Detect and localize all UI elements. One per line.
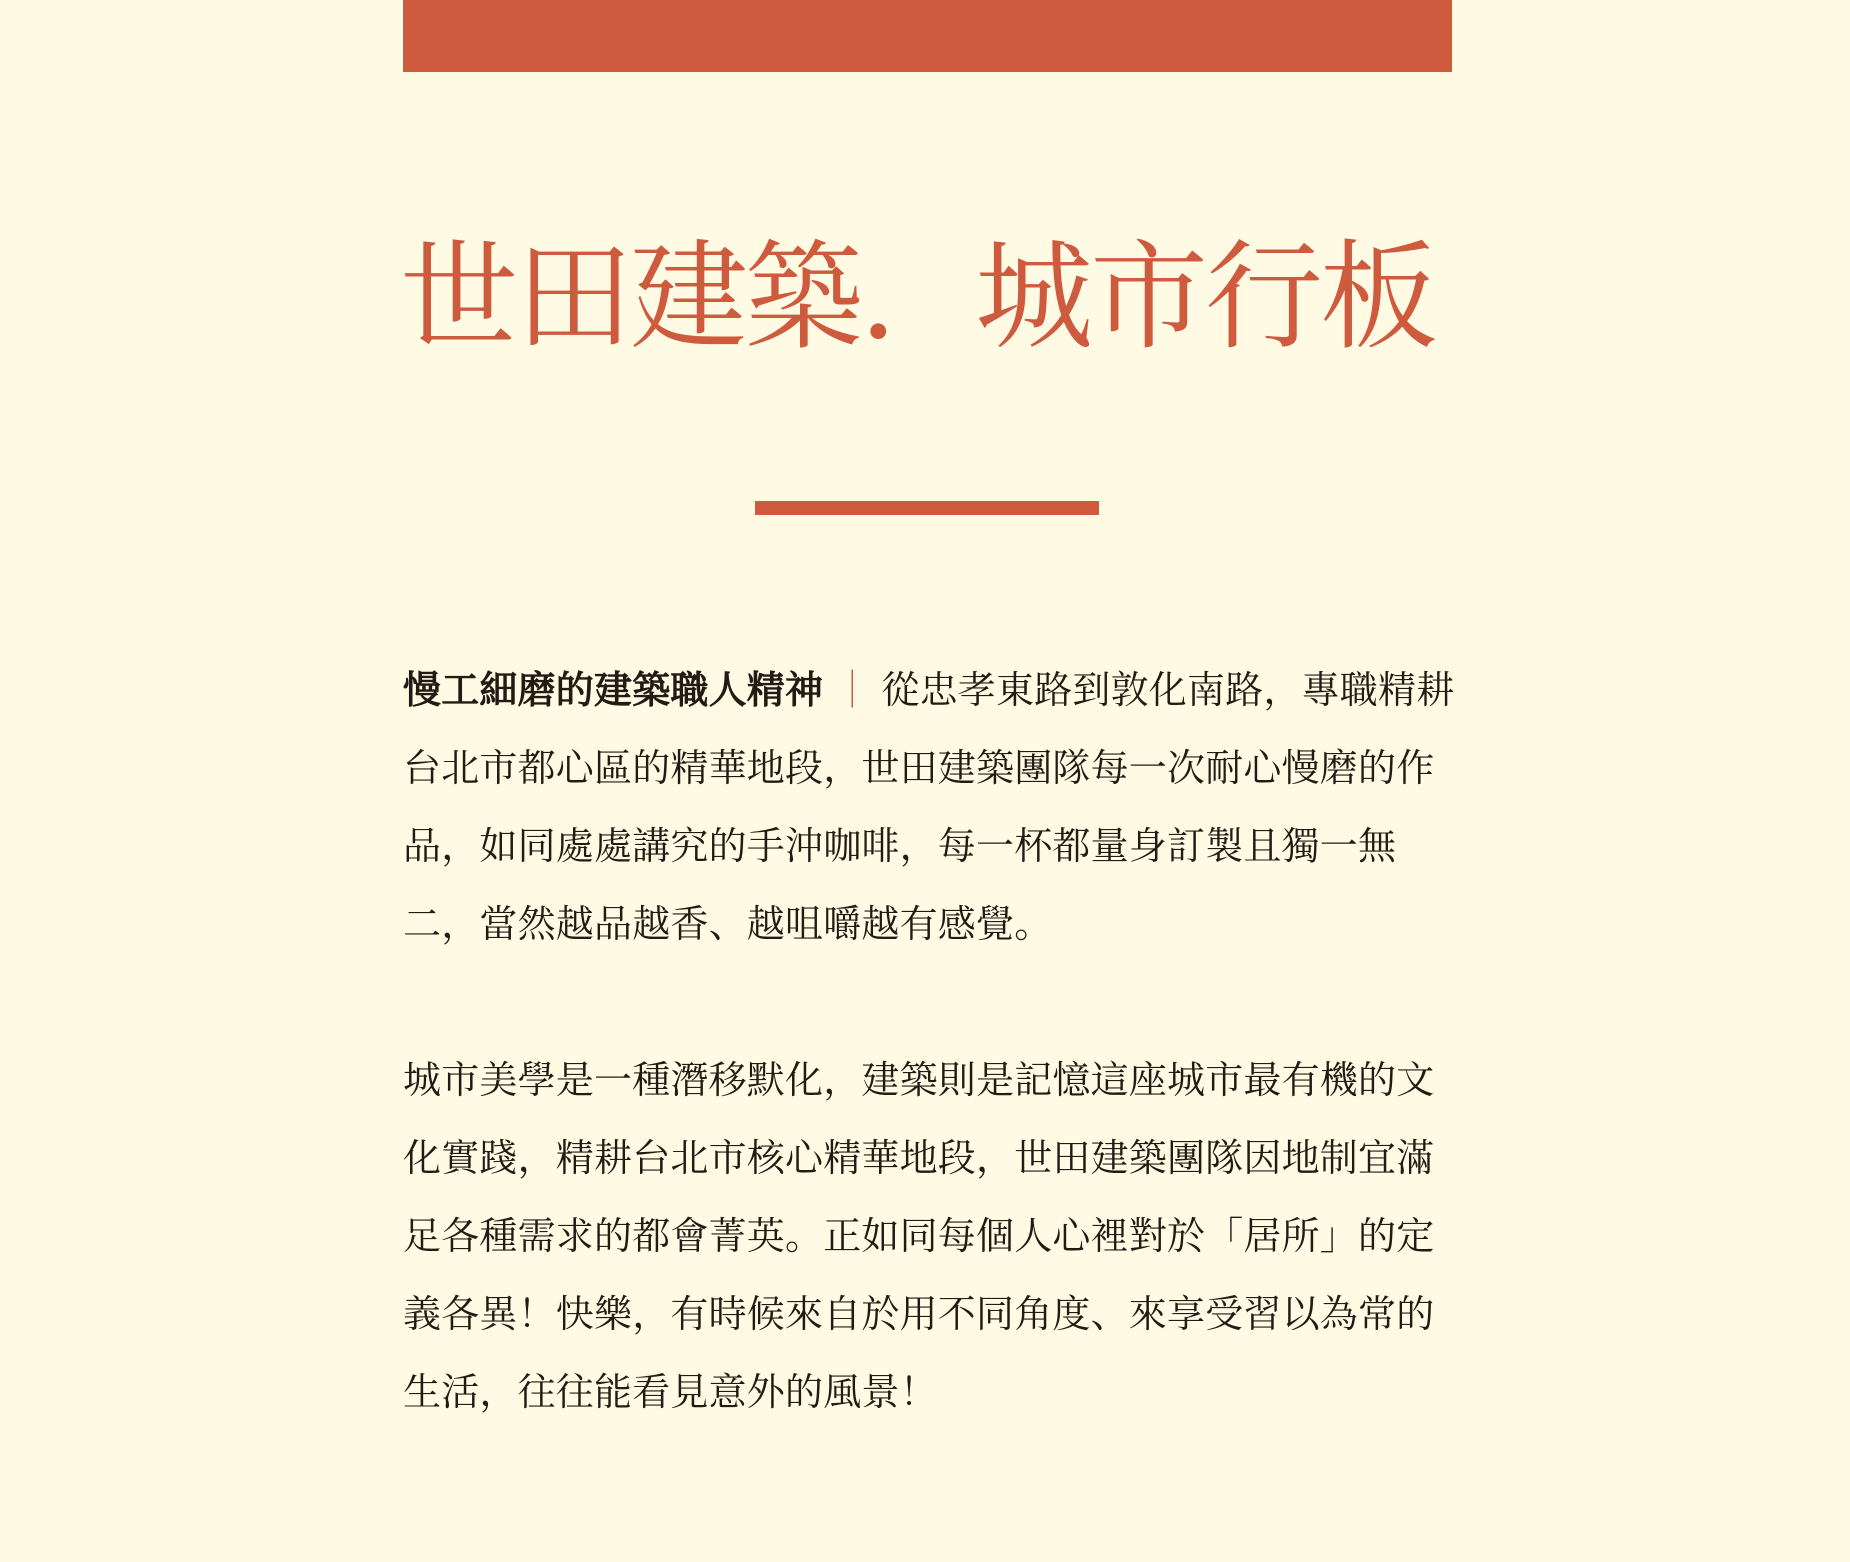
title-divider (755, 501, 1099, 515)
intro-lead: 慢工細磨的建築職人精神 (403, 668, 824, 712)
top-accent-bar (403, 0, 1452, 72)
intro-paragraph (403, 651, 1463, 963)
article-content (403, 651, 1463, 1431)
intro-separator: ｜ (833, 668, 872, 712)
body-paragraph: 城市美學是一種潛移默化，建築則是記憶這座城市最有機的文化實踐，精耕台北市核心精華地段，世田建築團隊因地制宜滿足各種需求的都會菁英。正如同每個人心裡對於「居所」的定義各異！快樂，有時候來自於用不同角度、來享受習以為常的生活，往往能看見意外的風景！ (403, 1058, 1435, 1414)
intro-text: 從忠孝東路到敦化南路，專職精耕台北市都心區的精華地段，世田建築團隊每一次耐心慢磨的作品，如同處處講究的手沖咖啡，每一杯都量身訂製且獨一無二，當然越品越香、越咀嚼越有感覺。 (403, 668, 1455, 946)
page-title: 世田建築．城市行板 (400, 228, 1436, 366)
